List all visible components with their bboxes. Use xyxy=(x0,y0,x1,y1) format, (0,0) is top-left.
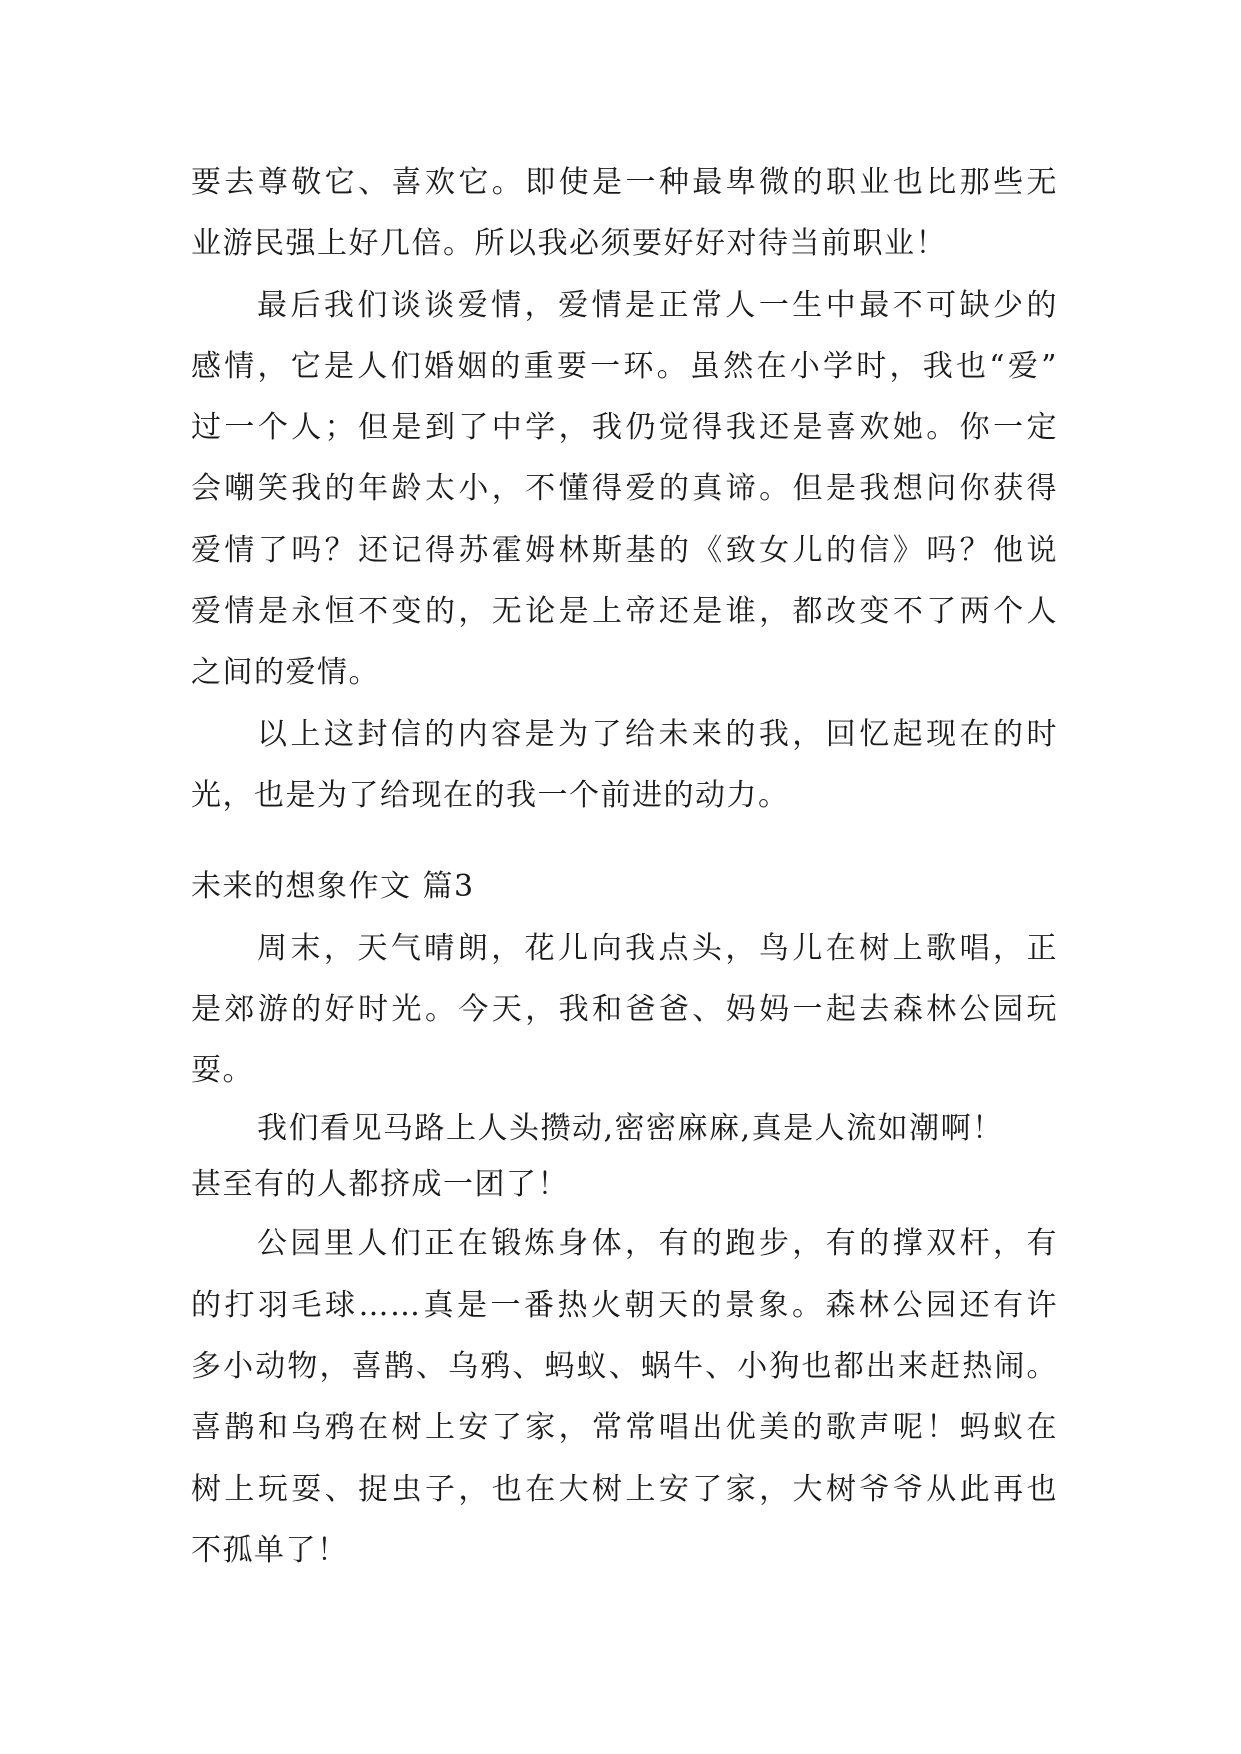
text-line: 是郊游的好时光。今天，我和爸爸、妈妈一起去森林公园玩 xyxy=(191,991,1058,1027)
text-line: 甚至有的人都挤成一团了！ xyxy=(191,1167,569,1203)
paragraph xyxy=(191,918,1058,1102)
paragraph xyxy=(191,275,1058,704)
text-line: 光，也是为了给现在的我一个前进的动力。 xyxy=(191,777,790,813)
text-line: 爱情是永恒不变的，无论是上帝还是谁，都改变不了两个人 xyxy=(191,594,1058,630)
text-line: 树上玩耍、捉虫子，也在大树上安了家，大树爷爷从此再也 xyxy=(191,1471,1058,1507)
text-line: 我们看见马路上人头攒动,密密麻麻,真是人流如潮啊！ xyxy=(257,1111,1004,1147)
page-body xyxy=(191,152,1058,1581)
text-line: 最后我们谈谈爱情，爱情是正常人一生中最不可缺少的 xyxy=(257,287,1058,323)
text-line: 的打羽毛球……真是一番热火朝天的景象。森林公园还有许 xyxy=(191,1287,1058,1323)
text-line: 业游民强上好几倍。所以我必须要好好对待当前职业！ xyxy=(191,226,947,262)
text-line: 耍。 xyxy=(191,1053,254,1089)
text-line: 会嘲笑我的年龄太小，不懂得爱的真谛。但是我想问你获得 xyxy=(191,471,1058,507)
text-line: 多小动物，喜鹊、乌鸦、蚂蚁、蜗牛、小狗也都出来赶热闹。 xyxy=(191,1349,1058,1385)
text-line: 感情，它是人们婚姻的重要一环。虽然在小学时，我也“爱” xyxy=(191,348,1058,384)
paragraph xyxy=(191,1101,1058,1213)
text-line: 爱情了吗？还记得苏霍姆林斯基的《致女儿的信》吗？他说 xyxy=(191,532,1058,568)
text-line: 不孤单了！ xyxy=(191,1532,349,1568)
text-line: 要去尊敬它、喜欢它。即使是一种最卑微的职业也比那些无 xyxy=(191,165,1058,200)
paragraph xyxy=(191,1213,1058,1581)
essay-title: 未来的想象作文 篇3 xyxy=(191,869,475,905)
text-line: 喜鹊和乌鸦在树上安了家，常常唱出优美的歌声呢！蚂蚁在 xyxy=(191,1410,1058,1446)
text-line: 周末，天气晴朗，花儿向我点头，鸟儿在树上歌唱，正 xyxy=(257,930,1058,966)
text-line: 过一个人；但是到了中学，我仍觉得我还是喜欢她。你一定 xyxy=(191,410,1058,446)
text-line: 以上这封信的内容是为了给未来的我，回忆起现在的时 xyxy=(257,716,1058,752)
paragraph xyxy=(191,704,1058,827)
text-line: 公园里人们正在锻炼身体，有的跑步，有的撑双杆，有 xyxy=(257,1226,1058,1262)
text-line: 之间的爱情。 xyxy=(191,655,380,691)
paragraph xyxy=(191,152,1058,275)
previous-essay-ending xyxy=(191,152,1058,826)
essay-section xyxy=(191,856,1058,1581)
